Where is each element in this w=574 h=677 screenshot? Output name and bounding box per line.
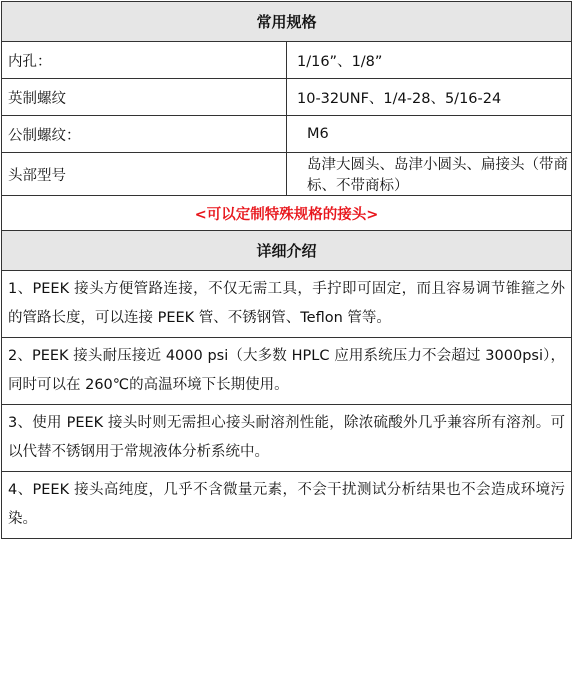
details-header-row (2, 231, 572, 271)
spec-value: 1/16”、1/8” (287, 42, 572, 79)
custom-note: <可以定制特殊规格的接头> (2, 196, 572, 231)
detail-item: 1、PEEK 接头方便管路连接，不仅无需工具，手拧即可固定，而且容易调节锥箍之外的管路长度，可以连接 PEEK 管、不锈钢管、Teflon 管等。 (2, 271, 572, 338)
spec-header-row (2, 2, 572, 42)
detail-row (2, 405, 572, 472)
spec-label: 头部型号 (2, 153, 287, 196)
detail-item: 4、PEEK 接头高纯度，几乎不含微量元素，不会干扰测试分析结果也不会造成环境污染。 (2, 472, 572, 539)
detail-row (2, 472, 572, 539)
detail-row (2, 271, 572, 338)
spec-title: 常用规格 (2, 2, 572, 42)
spec-row-inner-hole (2, 42, 572, 79)
spec-document (1, 1, 572, 539)
spec-value: 10-32UNF、1/4-28、5/16-24 (287, 79, 572, 116)
spec-value: M6 (287, 116, 572, 153)
spec-label: 内孔： (2, 42, 287, 79)
custom-note-row (2, 196, 572, 231)
spec-value: 岛津大圆头、岛津小圆头、扁接头（带商标、不带商标） (287, 153, 572, 196)
detail-item: 3、使用 PEEK 接头时则无需担心接头耐溶剂性能，除浓硫酸外几乎兼容所有溶剂。可以代替不锈钢用于常规液体分析系统中。 (2, 405, 572, 472)
detail-row (2, 338, 572, 405)
spec-row-head-type (2, 153, 572, 196)
details-title: 详细介绍 (2, 231, 572, 271)
spec-row-metric-thread (2, 116, 572, 153)
spec-table (1, 1, 572, 539)
spec-row-imperial-thread (2, 79, 572, 116)
detail-item: 2、PEEK 接头耐压接近 4000 psi（大多数 HPLC 应用系统压力不会超过 3000psi），同时可以在 260℃的高温环境下长期使用。 (2, 338, 572, 405)
spec-label: 英制螺纹 (2, 79, 287, 116)
spec-label: 公制螺纹： (2, 116, 287, 153)
